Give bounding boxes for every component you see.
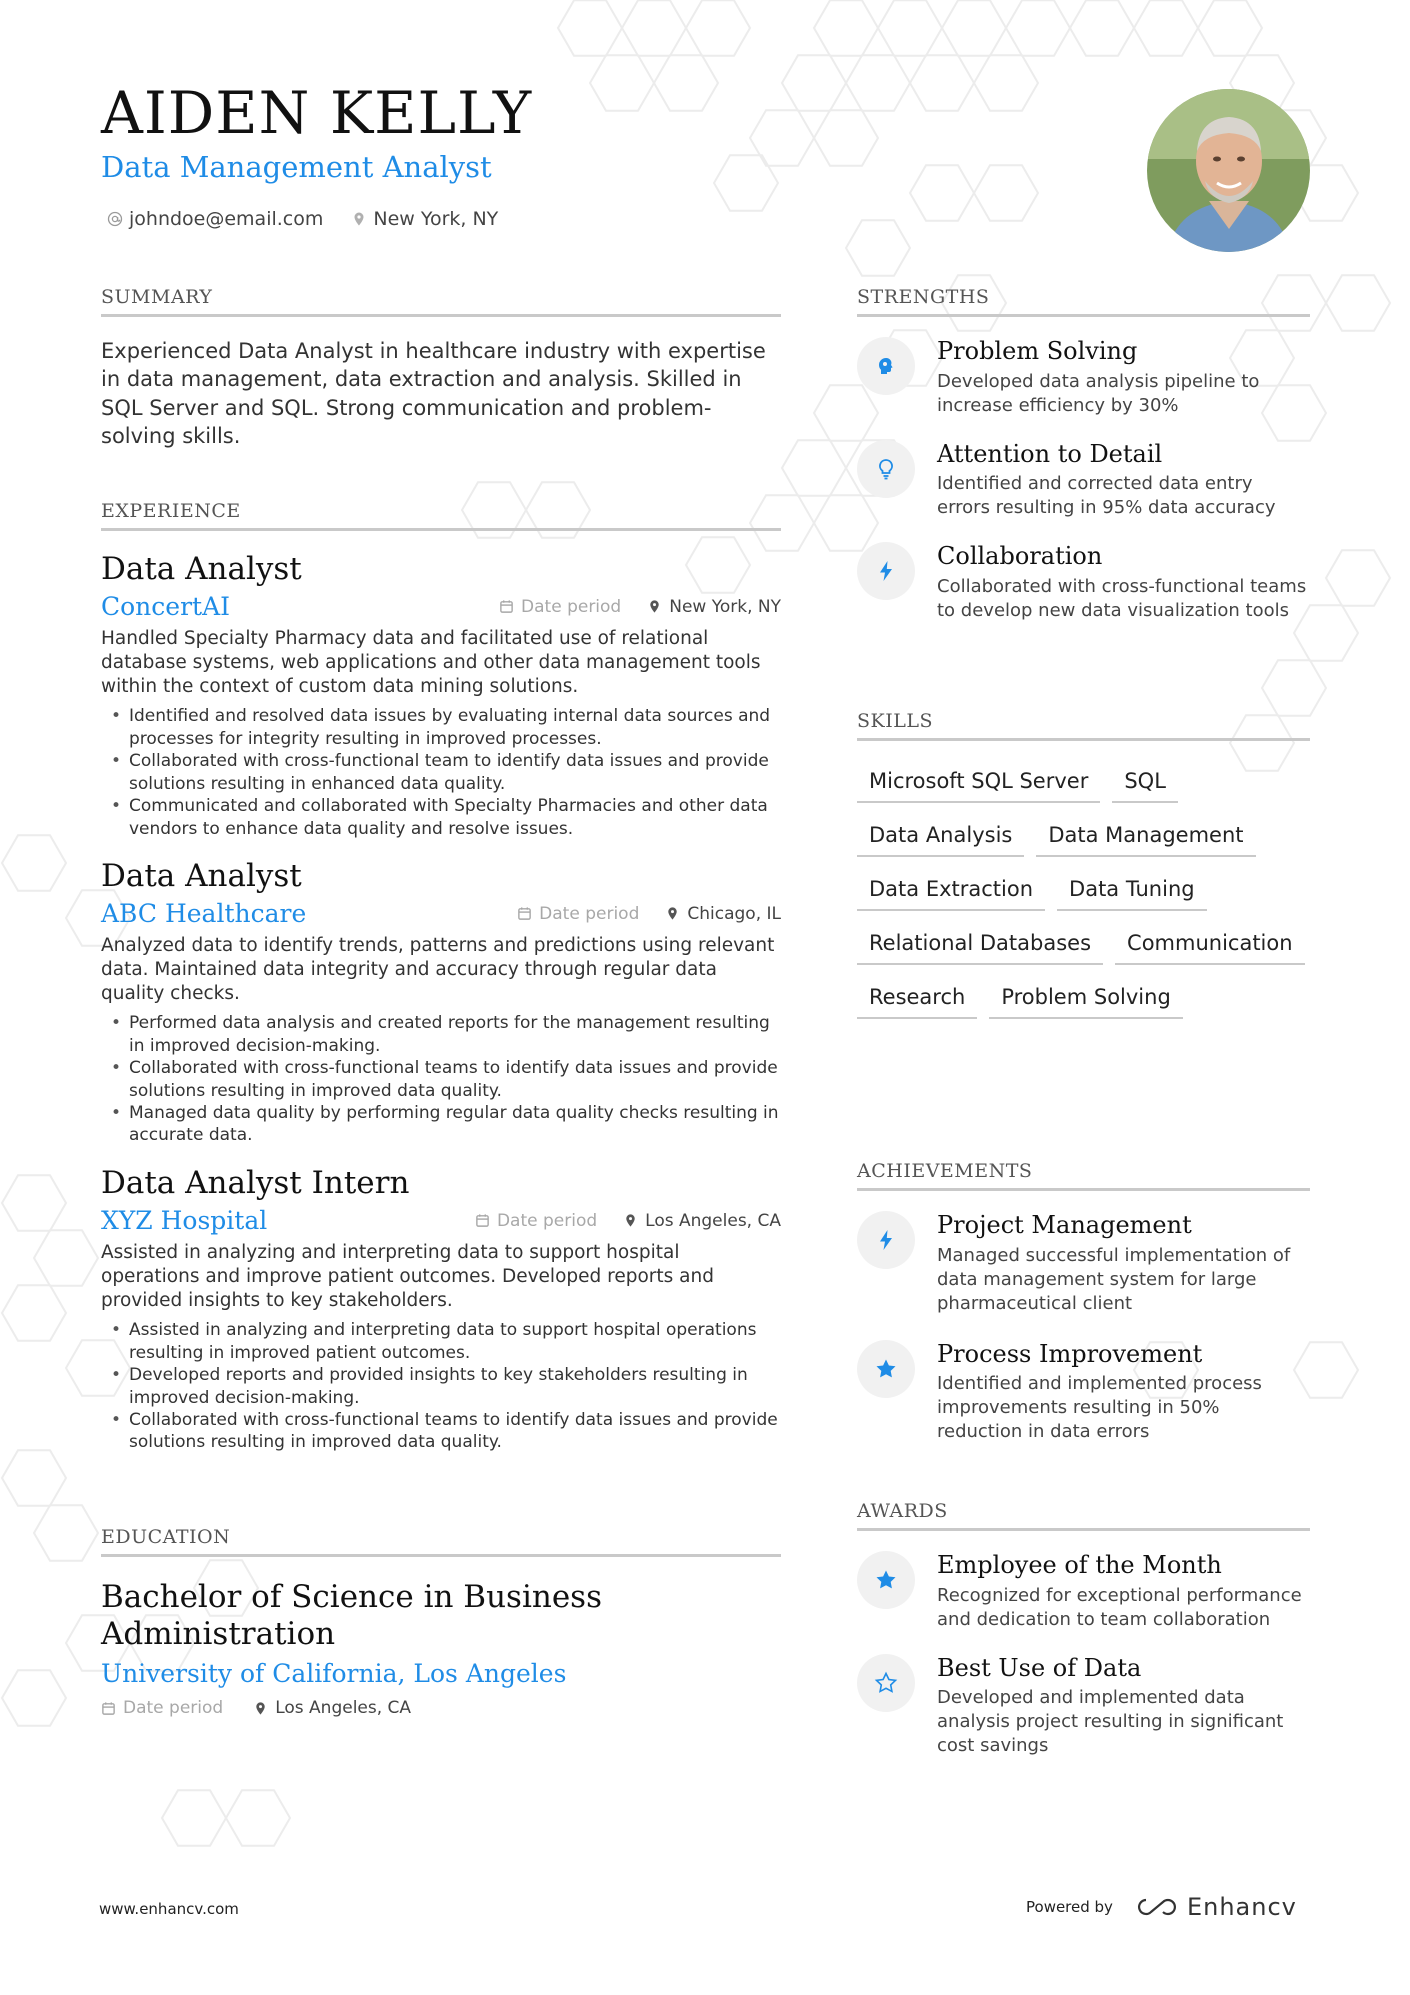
map-pin-icon — [665, 906, 680, 921]
education-section — [101, 1526, 781, 1718]
profile-photo — [1147, 89, 1310, 252]
bullet-item: • Communicated and collaborated with Specialty Pharmacies and other data vendors to enhance data quality and resolve issues. — [101, 795, 781, 840]
bullet-item: • Collaborated with cross-functional team to identify data issues and provide solutions resulting in enhanced data quality. — [101, 750, 781, 795]
strengths-heading: STRENGTHS — [857, 286, 1310, 317]
skill-tag: SQL — [1112, 763, 1178, 803]
bullet-item: • Collaborated with cross-functional teams to identify data issues and provide solutions resulting in improved data quality. — [101, 1057, 781, 1102]
experience-bullets — [101, 1319, 781, 1454]
skills-section — [857, 710, 1310, 1019]
education-heading: EDUCATION — [101, 1526, 781, 1557]
map-pin-icon — [253, 1701, 268, 1716]
summary-text: Experienced Data Analyst in healthcare industry with expertise in data management, data extraction and analysis. Skilled in SQL Server and SQL. Strong communication and problem-solving skills. — [101, 339, 766, 449]
skill-tag: Research — [857, 979, 977, 1019]
strengths-section — [857, 286, 1310, 623]
experience-company: XYZ Hospital — [101, 1206, 268, 1236]
education-school: University of California, Los Angeles — [101, 1659, 567, 1689]
candidate-name: AIDEN KELLY — [101, 79, 533, 147]
experience-description: Handled Specialty Pharmacy data and facilitated use of relational database systems, web applications and other data management tools within the context of custom data mining solutions. — [101, 628, 761, 698]
experience-date: Date period — [539, 903, 640, 924]
strength-item — [857, 440, 1310, 521]
skills-list — [857, 763, 1310, 1019]
lightbulb-icon — [874, 457, 898, 481]
skill-tag: Relational Databases — [857, 925, 1103, 965]
achievement-item — [857, 1211, 1310, 1316]
experience-item — [101, 858, 781, 1147]
achievement-description: Managed successful implementation of data management system for large pharmaceutical client — [937, 1244, 1291, 1314]
achievements-section — [857, 1160, 1310, 1444]
experience-location: Chicago, IL — [687, 903, 781, 924]
experience-heading: EXPERIENCE — [101, 500, 781, 531]
achievements-heading: ACHIEVEMENTS — [857, 1160, 1310, 1191]
experience-description: Assisted in analyzing and interpreting data to support hospital operations and improve patient outcomes. Developed reports and provided insights to key stakeholders. — [101, 1242, 714, 1312]
experience-role: Data Analyst — [101, 551, 302, 587]
achievement-title: Process Improvement — [937, 1339, 1203, 1368]
star-icon — [874, 1568, 898, 1592]
award-item — [857, 1551, 1310, 1632]
strength-item — [857, 542, 1310, 623]
achievement-item — [857, 1340, 1310, 1445]
bullet-item: • Collaborated with cross-functional teams to identify data issues and provide solutions resulting in improved data quality. — [101, 1409, 781, 1454]
award-description: Recognized for exceptional performance and dedication to team collaboration — [937, 1584, 1302, 1630]
contact-row — [107, 208, 498, 230]
star-icon — [874, 1357, 898, 1381]
enhancv-logo-icon — [1135, 1896, 1179, 1918]
location-text: New York, NY — [373, 208, 499, 230]
star-outline-icon — [874, 1671, 898, 1695]
experience-role: Data Analyst — [101, 857, 302, 894]
strength-description: Collaborated with cross-functional teams to develop new data visualization tools — [937, 576, 1307, 622]
experience-section — [101, 500, 781, 1454]
achievement-title: Project Management — [937, 1211, 1192, 1239]
strength-title: Problem Solving — [937, 337, 1138, 365]
experience-date: Date period — [521, 596, 622, 617]
brain-icon — [874, 354, 898, 378]
calendar-icon — [475, 1213, 490, 1228]
location-item — [351, 208, 498, 230]
job-title: Data Management Analyst — [101, 150, 492, 184]
award-title: Employee of the Month — [937, 1551, 1222, 1579]
strength-item — [857, 337, 1310, 418]
bullet-item: • Performed data analysis and created reports for the management resulting in improved decision-making. — [101, 1012, 781, 1057]
award-description: Developed and implemented data analysis project resulting in significant cost savings — [937, 1687, 1284, 1757]
skills-heading: SKILLS — [857, 710, 1310, 741]
award-title: Best Use of Data — [937, 1653, 1142, 1682]
achievement-description: Identified and implemented process improvements resulting in 50% reduction in data errors — [937, 1373, 1262, 1443]
map-pin-icon — [351, 211, 367, 227]
experience-company: ABC Healthcare — [101, 899, 307, 929]
lightning-icon — [874, 559, 898, 583]
experience-description: Analyzed data to identify trends, patterns and predictions using relevant data. Maintained data integrity and accuracy through regular data quality checks. — [101, 935, 775, 1005]
experience-item — [101, 551, 781, 840]
skill-tag: Communication — [1115, 925, 1305, 965]
experience-location: Los Angeles, CA — [645, 1210, 781, 1231]
skill-tag: Problem Solving — [989, 979, 1182, 1019]
skill-tag: Data Tuning — [1057, 871, 1207, 911]
enhancv-logo[interactable] — [1135, 1893, 1297, 1921]
at-icon — [107, 211, 123, 227]
skill-tag: Data Extraction — [857, 871, 1045, 911]
experience-bullets — [101, 1012, 781, 1147]
education-date: Date period — [123, 1698, 224, 1719]
bullet-item: • Assisted in analyzing and interpreting data to support hospital operations resulting in improved patient outcomes. — [101, 1319, 781, 1364]
email-text: johndoe@email.com — [129, 208, 324, 230]
bullet-item: • Managed data quality by performing regular data quality checks resulting in accurate data. — [101, 1102, 781, 1147]
strength-title: Attention to Detail — [937, 439, 1163, 468]
skill-tag: Microsoft SQL Server — [857, 763, 1100, 803]
skill-tag: Data Analysis — [857, 817, 1024, 857]
summary-heading: SUMMARY — [101, 286, 781, 317]
avatar — [1147, 89, 1310, 252]
education-degree: Bachelor of Science in Business Administration — [101, 1579, 602, 1653]
calendar-icon — [517, 906, 532, 921]
experience-company: ConcertAI — [101, 592, 231, 622]
experience-location: New York, NY — [669, 596, 781, 617]
calendar-icon — [499, 599, 514, 614]
email-item[interactable] — [107, 208, 323, 230]
bullet-item: • Identified and resolved data issues by evaluating internal data sources and processes for integrity resulting in improved processes. — [101, 705, 781, 750]
footer-website[interactable]: www.enhancv.com — [99, 1900, 239, 1918]
experience-bullets — [101, 705, 781, 840]
education-location: Los Angeles, CA — [275, 1698, 412, 1719]
calendar-icon — [101, 1701, 116, 1716]
summary-section — [101, 286, 781, 450]
skill-tag: Data Management — [1036, 817, 1255, 857]
awards-heading: AWARDS — [857, 1500, 1310, 1531]
map-pin-icon — [623, 1213, 638, 1228]
lightning-icon — [874, 1228, 898, 1252]
bullet-item: • Developed reports and provided insights to key stakeholders resulting in improved decision-making. — [101, 1364, 781, 1409]
strength-title: Collaboration — [937, 542, 1103, 571]
award-item — [857, 1654, 1310, 1759]
awards-section — [857, 1500, 1310, 1758]
brand-name: Enhancv — [1186, 1893, 1297, 1921]
strength-description: Developed data analysis pipeline to increase efficiency by 30% — [937, 370, 1260, 416]
strength-description: Identified and corrected data entry errors resulting in 95% data accuracy — [937, 473, 1276, 519]
experience-role: Data Analyst Intern — [101, 1164, 410, 1201]
powered-by-text: Powered by — [1026, 1898, 1113, 1916]
footer-brand — [1026, 1893, 1297, 1921]
experience-item — [101, 1165, 781, 1454]
experience-date: Date period — [496, 1210, 598, 1231]
map-pin-icon — [647, 599, 662, 614]
